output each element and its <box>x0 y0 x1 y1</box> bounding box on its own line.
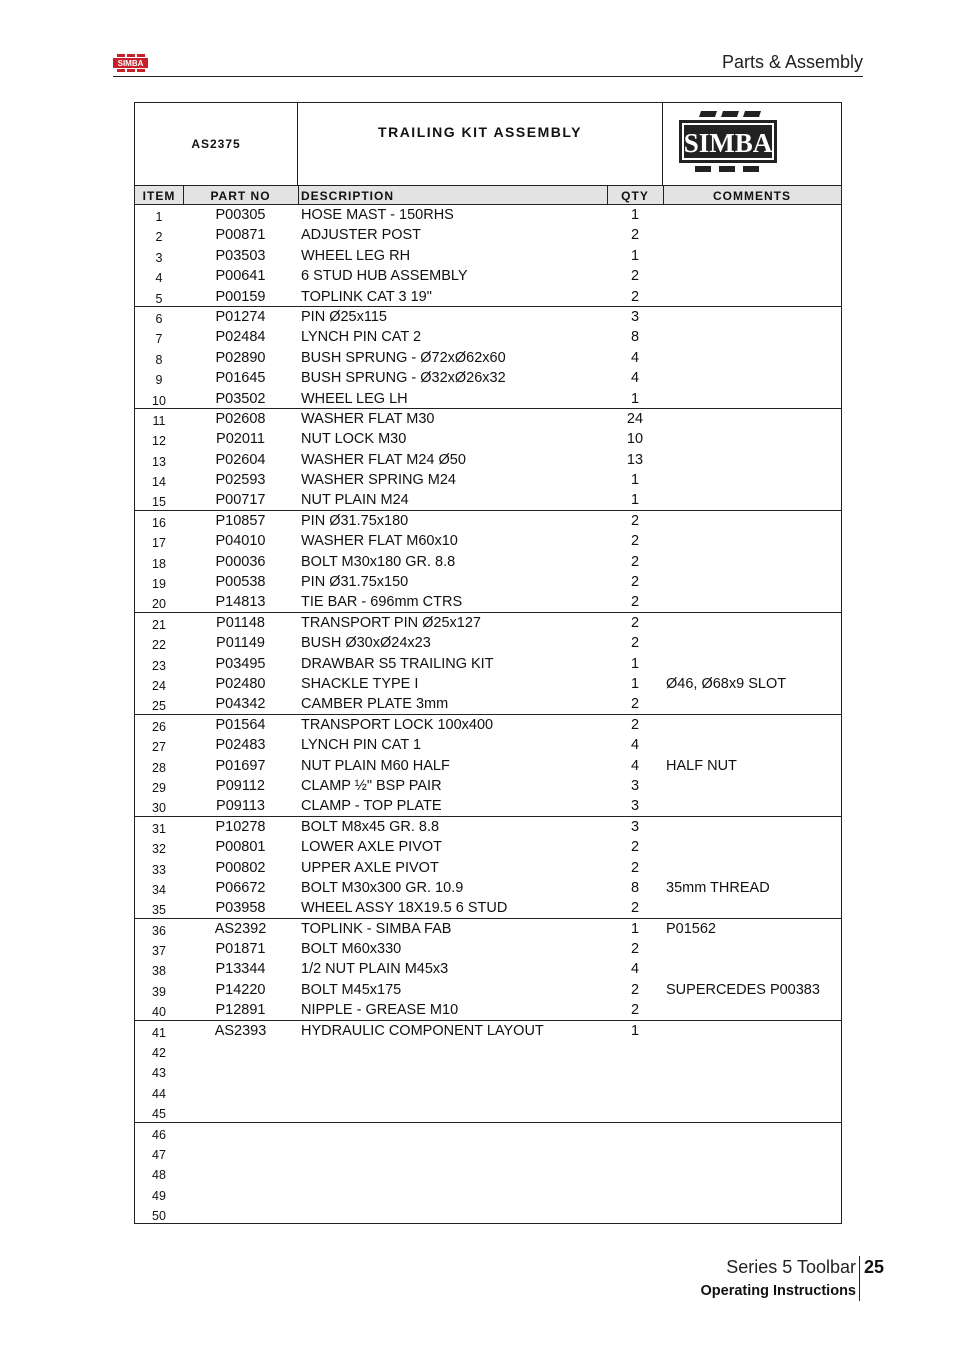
qty-cell: 2 <box>630 941 640 958</box>
qty-cell: 2 <box>630 574 640 591</box>
qty-cell: 1 <box>630 655 640 672</box>
part-no-cell: P02604 <box>215 451 266 468</box>
table-row <box>135 348 841 368</box>
item-cell: 23 <box>152 658 166 673</box>
page-header-title: Parts & Assembly <box>721 52 863 72</box>
description-cell: 1/2 NUT PLAIN M45x3 <box>301 961 449 978</box>
qty-cell: 2 <box>630 981 640 998</box>
table-row <box>135 878 841 898</box>
description-cell: BOLT M8x45 GR. 8.8 <box>301 818 440 835</box>
item-cell: 27 <box>152 740 166 755</box>
qty-cell: 2 <box>630 859 640 876</box>
table-row <box>135 898 841 918</box>
simba-small-logo-text: SIMBA <box>117 59 144 68</box>
part-no-cell: P02011 <box>216 431 265 448</box>
description-cell: BOLT M45x175 <box>301 981 402 998</box>
qty-cell: 2 <box>630 1002 640 1019</box>
item-cell: 2 <box>155 230 163 245</box>
description-cell: BUSH Ø30xØ24x23 <box>301 635 431 652</box>
description-cell: TOPLINK CAT 3 19" <box>301 288 432 305</box>
table-row <box>135 552 841 572</box>
table-row <box>135 470 841 490</box>
part-no-cell: P00036 <box>215 553 266 570</box>
table-row <box>135 654 841 674</box>
table-row <box>135 674 841 694</box>
part-no-cell: P01564 <box>215 716 266 733</box>
qty-cell: 2 <box>630 288 640 305</box>
qty-cell: 1 <box>630 920 640 937</box>
table-row <box>135 572 841 592</box>
description-cell: WASHER FLAT M60x10 <box>301 533 458 550</box>
col-description: DESCRIPTION <box>301 189 395 203</box>
table-row <box>135 1184 841 1204</box>
description-cell: BUSH SPRUNG - Ø72xØ62x60 <box>301 349 506 366</box>
part-no-cell: P00641 <box>215 268 266 285</box>
part-no-cell: P06672 <box>215 879 266 896</box>
description-cell: BOLT M60x330 <box>301 941 402 958</box>
description-cell: CLAMP ½" BSP PAIR <box>301 777 442 794</box>
table-row <box>135 266 841 286</box>
description-cell: CAMBER PLATE 3mm <box>301 696 449 713</box>
column-header-row <box>135 185 841 205</box>
parts-sheet <box>134 102 842 1224</box>
qty-cell: 2 <box>630 227 640 244</box>
item-cell: 33 <box>152 862 166 877</box>
table-row <box>135 1041 841 1061</box>
col-part-no: PART NO <box>210 189 271 203</box>
item-cell: 36 <box>152 923 166 938</box>
item-cell: 5 <box>155 291 163 306</box>
description-cell: CLAMP - TOP PLATE <box>301 798 442 815</box>
comments-cell: 35mm THREAD <box>666 879 770 896</box>
simba-logo-cell <box>663 103 843 185</box>
qty-cell: 2 <box>630 696 640 713</box>
part-no-cell: P02484 <box>215 329 266 346</box>
part-no-cell: P00802 <box>215 859 266 876</box>
table-row <box>135 715 841 735</box>
table-row <box>135 776 841 796</box>
item-cell: 26 <box>152 719 166 734</box>
table-row <box>135 429 841 449</box>
table-row <box>135 327 841 347</box>
part-no-cell: P00159 <box>215 288 266 305</box>
item-cell: 50 <box>152 1209 166 1224</box>
description-cell: BOLT M30x300 GR. 10.9 <box>301 879 464 896</box>
table-row <box>135 1123 841 1143</box>
table-row <box>135 817 841 837</box>
table-row <box>135 796 841 816</box>
description-cell: TOPLINK - SIMBA FAB <box>301 920 452 937</box>
part-no-cell: P00871 <box>215 227 266 244</box>
qty-cell: 1 <box>630 247 640 264</box>
table-row <box>135 633 841 653</box>
part-no-cell: P02480 <box>215 675 266 692</box>
item-cell: 28 <box>152 760 166 775</box>
item-cell: 3 <box>155 250 163 265</box>
qty-cell: 4 <box>630 757 640 774</box>
table-row <box>135 205 841 225</box>
table-row <box>135 837 841 857</box>
item-cell: 45 <box>152 1107 166 1122</box>
description-cell: TRANSPORT PIN Ø25x127 <box>301 614 481 631</box>
part-no-cell: P01149 <box>216 635 265 652</box>
table-row <box>135 307 841 327</box>
part-no-cell: AS2392 <box>214 920 267 937</box>
part-no-cell: P10857 <box>215 512 266 529</box>
comments-cell: SUPERCEDES P00383 <box>666 981 820 998</box>
table-row <box>135 735 841 755</box>
description-cell: DRAWBAR S5 TRAILING KIT <box>301 655 494 672</box>
description-cell: WHEEL ASSY 18X19.5 6 STUD <box>301 900 508 917</box>
item-cell: 7 <box>155 332 163 347</box>
item-cell: 42 <box>152 1046 166 1061</box>
table-row <box>135 225 841 245</box>
description-cell: LYNCH PIN CAT 1 <box>301 737 422 754</box>
description-cell: NIPPLE - GREASE M10 <box>301 1002 459 1019</box>
description-cell: NUT PLAIN M60 HALF <box>301 757 450 774</box>
part-no-cell: P03502 <box>215 390 266 407</box>
part-no-cell: P01697 <box>215 757 266 774</box>
table-row <box>135 1061 841 1081</box>
table-row <box>135 490 841 510</box>
item-cell: 11 <box>152 413 166 428</box>
item-cell: 17 <box>152 536 166 551</box>
part-no-cell: P14220 <box>215 981 266 998</box>
item-cell: 10 <box>152 393 166 408</box>
part-no-cell: P12891 <box>215 1002 266 1019</box>
item-cell: 21 <box>152 617 166 632</box>
qty-cell: 1 <box>630 472 640 489</box>
part-no-cell: P00801 <box>215 839 266 856</box>
item-cell: 19 <box>152 577 166 592</box>
description-cell: BOLT M30x180 GR. 8.8 <box>301 553 456 570</box>
table-row <box>135 980 841 1000</box>
item-cell: 1 <box>155 210 163 224</box>
qty-cell: 3 <box>630 818 640 835</box>
part-no-cell: P09112 <box>216 777 265 794</box>
table-row <box>135 1021 841 1041</box>
comments-cell: Ø46, Ø68x9 SLOT <box>666 675 787 692</box>
qty-cell: 8 <box>630 329 640 346</box>
item-cell: 31 <box>152 821 166 836</box>
table-row <box>135 1143 841 1163</box>
item-cell: 38 <box>152 964 166 979</box>
qty-cell: 1 <box>630 1022 640 1039</box>
item-cell: 16 <box>152 515 166 530</box>
part-no-cell: P04342 <box>215 696 266 713</box>
description-cell: SHACKLE TYPE I <box>301 675 419 692</box>
qty-cell: 2 <box>630 614 640 631</box>
description-cell: BUSH SPRUNG - Ø32xØ26x32 <box>301 370 506 387</box>
item-cell: 13 <box>152 454 166 469</box>
table-row <box>135 592 841 612</box>
table-row <box>135 939 841 959</box>
qty-cell: 4 <box>630 349 640 366</box>
table-row <box>135 1163 841 1183</box>
qty-cell: 2 <box>630 512 640 529</box>
item-cell: 43 <box>152 1066 166 1081</box>
part-no-cell: P01148 <box>216 614 265 631</box>
part-no-cell: P14813 <box>215 594 266 611</box>
item-cell: 9 <box>155 373 163 388</box>
part-no-cell: P01645 <box>215 370 266 387</box>
qty-cell: 2 <box>630 900 640 917</box>
qty-cell: 2 <box>630 533 640 550</box>
table-row <box>135 1204 841 1224</box>
part-no-cell: P10278 <box>215 818 266 835</box>
footer-subtitle: Operating Instructions <box>700 1283 856 1299</box>
qty-cell: 3 <box>630 777 640 794</box>
description-cell: ADJUSTER POST <box>301 227 422 244</box>
table-row <box>135 368 841 388</box>
part-no-cell: P02483 <box>215 737 266 754</box>
description-cell: PIN Ø31.75x150 <box>301 574 409 591</box>
part-no-cell: P02890 <box>215 349 266 366</box>
col-item: ITEM <box>142 189 176 203</box>
table-row <box>135 287 841 307</box>
qty-cell: 3 <box>630 308 640 325</box>
simba-logo <box>679 109 777 177</box>
part-no-cell: P01274 <box>215 308 266 325</box>
description-cell: HOSE MAST - 150RHS <box>301 207 454 223</box>
table-row <box>135 409 841 429</box>
item-cell: 44 <box>152 1086 166 1101</box>
qty-cell: 1 <box>630 390 640 407</box>
part-no-cell: P00717 <box>215 492 266 509</box>
item-cell: 22 <box>152 638 166 653</box>
item-cell: 25 <box>152 699 166 714</box>
part-no-cell: P00305 <box>215 207 266 223</box>
description-cell: LYNCH PIN CAT 2 <box>301 329 422 346</box>
col-divider <box>298 185 299 205</box>
table-row <box>135 959 841 979</box>
item-cell: 32 <box>152 842 166 857</box>
item-cell: 39 <box>152 984 166 999</box>
table-row <box>135 389 841 409</box>
item-cell: 4 <box>155 271 163 286</box>
item-cell: 15 <box>152 495 166 510</box>
footer-title: Series 5 Toolbar <box>726 1257 856 1277</box>
item-cell: 47 <box>152 1147 166 1162</box>
part-no-cell: P02593 <box>215 472 266 489</box>
description-cell: NUT PLAIN M24 <box>301 492 409 509</box>
item-cell: 40 <box>152 1005 166 1020</box>
item-cell: 48 <box>152 1168 166 1183</box>
qty-cell: 2 <box>630 716 640 733</box>
description-cell: 6 STUD HUB ASSEMBLY <box>301 268 468 285</box>
col-comments: COMMENTS <box>713 189 791 203</box>
item-cell: 6 <box>155 311 163 326</box>
qty-cell: 4 <box>630 370 640 387</box>
item-cell: 37 <box>152 944 166 959</box>
item-cell: 35 <box>152 903 166 918</box>
description-cell: WHEEL LEG RH <box>301 247 411 264</box>
item-cell: 49 <box>152 1188 166 1203</box>
table-row <box>135 756 841 776</box>
description-cell: UPPER AXLE PIVOT <box>301 859 439 876</box>
part-no-cell: AS2393 <box>214 1022 267 1039</box>
item-cell: 14 <box>152 475 166 490</box>
part-no-cell: P03958 <box>215 900 266 917</box>
table-row <box>135 1082 841 1102</box>
table-row <box>135 1000 841 1020</box>
item-cell: 12 <box>152 434 166 449</box>
description-cell: LOWER AXLE PIVOT <box>301 839 443 856</box>
table-row <box>135 858 841 878</box>
assembly-title: TRAILING KIT ASSEMBLY <box>298 103 663 185</box>
table-row <box>135 511 841 531</box>
qty-cell: 24 <box>626 410 644 427</box>
col-divider <box>183 185 184 205</box>
qty-cell: 1 <box>630 207 640 223</box>
item-cell: 20 <box>152 597 166 612</box>
simba-logo-text: SIMBA <box>683 128 773 158</box>
part-no-cell: P09113 <box>216 798 265 815</box>
item-cell: 18 <box>152 556 166 571</box>
qty-cell: 2 <box>630 594 640 611</box>
table-row <box>135 694 841 714</box>
footer-divider <box>859 1256 860 1301</box>
qty-cell: 10 <box>626 431 644 448</box>
item-cell: 29 <box>152 780 166 795</box>
item-cell: 46 <box>152 1127 166 1142</box>
table-row <box>135 531 841 551</box>
qty-cell: 2 <box>630 268 640 285</box>
item-cell: 8 <box>155 352 163 367</box>
qty-cell: 1 <box>630 675 640 692</box>
item-cell: 24 <box>152 678 166 693</box>
col-qty: QTY <box>621 189 649 203</box>
table-row <box>135 613 841 633</box>
part-no-cell: P04010 <box>215 533 266 550</box>
description-cell: WHEEL LEG LH <box>301 390 408 407</box>
comments-cell: HALF NUT <box>666 757 737 774</box>
table-row <box>135 1102 841 1122</box>
description-cell: WASHER FLAT M30 <box>301 410 435 427</box>
description-cell: PIN Ø25x115 <box>301 308 387 325</box>
qty-cell: 2 <box>630 553 640 570</box>
description-cell: PIN Ø31.75x180 <box>301 512 409 529</box>
qty-cell: 1 <box>630 492 640 509</box>
table-row <box>135 450 841 470</box>
description-cell: HYDRAULIC COMPONENT LAYOUT <box>301 1022 544 1039</box>
comments-cell: P01562 <box>666 920 716 937</box>
qty-cell: 3 <box>630 798 640 815</box>
col-divider <box>607 185 608 205</box>
part-no-cell: P03495 <box>215 655 266 672</box>
part-no-cell: P03503 <box>215 247 266 264</box>
description-cell: WASHER SPRING M24 <box>301 472 456 489</box>
assembly-code: AS2375 <box>135 103 298 185</box>
description-cell: NUT LOCK M30 <box>301 431 407 448</box>
part-no-cell: P02608 <box>215 410 266 427</box>
description-cell: WASHER FLAT M24 Ø50 <box>301 451 466 468</box>
part-no-cell: P13344 <box>215 961 266 978</box>
description-cell: TRANSPORT LOCK 100x400 <box>301 716 494 733</box>
simba-small-logo <box>113 53 148 73</box>
qty-cell: 4 <box>630 961 640 978</box>
parts-table-body <box>135 205 841 1225</box>
qty-cell: 2 <box>630 635 640 652</box>
table-row <box>135 919 841 939</box>
header-divider <box>113 76 863 77</box>
item-cell: 41 <box>152 1025 166 1040</box>
page-number: 25 <box>864 1257 885 1277</box>
part-no-cell: P01871 <box>215 941 266 958</box>
table-row <box>135 246 841 266</box>
part-no-cell: P00538 <box>215 574 266 591</box>
item-cell: 30 <box>152 801 166 816</box>
qty-cell: 4 <box>630 737 640 754</box>
qty-cell: 2 <box>630 839 640 856</box>
qty-cell: 8 <box>630 879 640 896</box>
item-cell: 34 <box>152 882 166 897</box>
col-divider <box>663 185 664 205</box>
description-cell: TIE BAR - 696mm CTRS <box>301 594 463 611</box>
qty-cell: 13 <box>626 451 644 468</box>
